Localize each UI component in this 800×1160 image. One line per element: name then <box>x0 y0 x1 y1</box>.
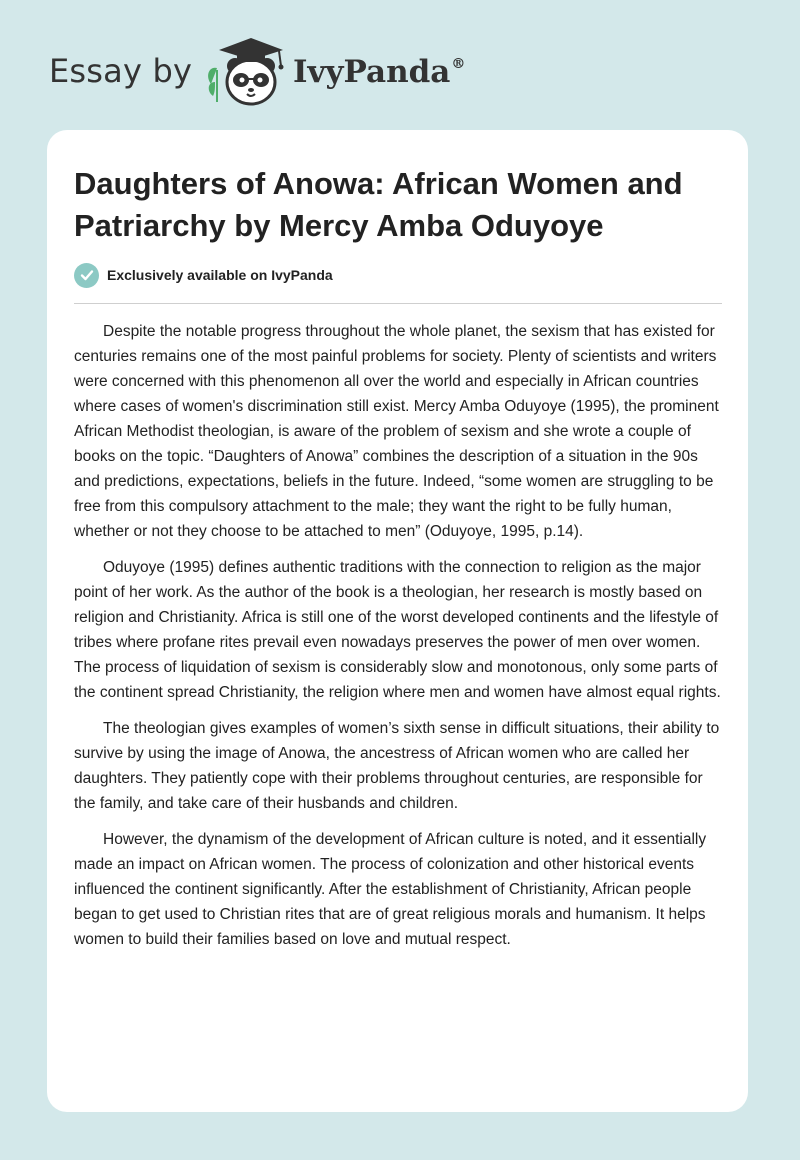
paragraph: However, the dynamism of the development of African culture is noted, and it essentially made an impact on African women. The process of colonization and other historical events influenced the continent significantly. After the establishment of Christianity, African people began to get used to Christian rites that are of great religious morals and humanism. It helps women to build their families based on love and mutual respect. <box>74 831 707 948</box>
registered-mark: ® <box>451 56 466 72</box>
essay-body <box>74 319 726 963</box>
paragraph: Despite the notable progress throughout the whole planet, the sexism that has existed for centuries remains one of the most painful problems for society. Plenty of scientists and writers were concerned with this phenomenon all over the world and especially in African countries where cases of women's discrimination still exist. Mercy Amba Oduyoye (1995), the prominent African Methodist theologian, is aware of the problem of sexism and she wrote a couple of books on the topic. “Daughters of Anowa” combines the description of a situation in the 90s and predictions, expectations, beliefs in the future. Indeed, “some women are struggling to be free from this compulsory attachment to the male; they want the right to be fully human, whether or not they choose to be attached to men” (Oduyoye, 1995, p.14). <box>74 323 719 540</box>
essay-card <box>47 130 748 1112</box>
panda-graduate-logo-icon[interactable] <box>203 36 293 108</box>
paragraph: Oduyoye (1995) defines authentic traditions with the connection to religion as the major point of her work. As the author of the book is a theologian, her research is mostly based on religion and Christianity. Africa is still one of the worst developed continents and the lifestyle of tribes where profane rites prevail even nowadays preserves the power of men over women. The process of liquidation of sexism is considerably slow and monotonous, only some parts of the continent spread Christianity, the religion where men and women have almost equal rights. <box>74 559 721 701</box>
exclusive-badge-label: Exclusively available on IvyPanda <box>107 267 333 283</box>
page-title: Daughters of Anowa: African Women and Patriarchy by Mercy Amba Oduyoye <box>74 166 683 243</box>
site-header <box>49 36 489 108</box>
divider <box>74 303 722 304</box>
brand-name-text: IvyPanda <box>293 54 451 90</box>
exclusive-badge <box>74 262 333 288</box>
essay-by-label: Essay by <box>49 52 193 90</box>
brand-name[interactable] <box>293 54 465 90</box>
check-icon <box>74 263 99 288</box>
paragraph: The theologian gives examples of women’s sixth sense in difficult situations, their ability to survive by using the image of Anowa, the ancestress of African women who are called her daughters. They patiently cope with their problems throughout centuries, are responsible for the family, and take care of their husbands and children. <box>74 720 720 812</box>
